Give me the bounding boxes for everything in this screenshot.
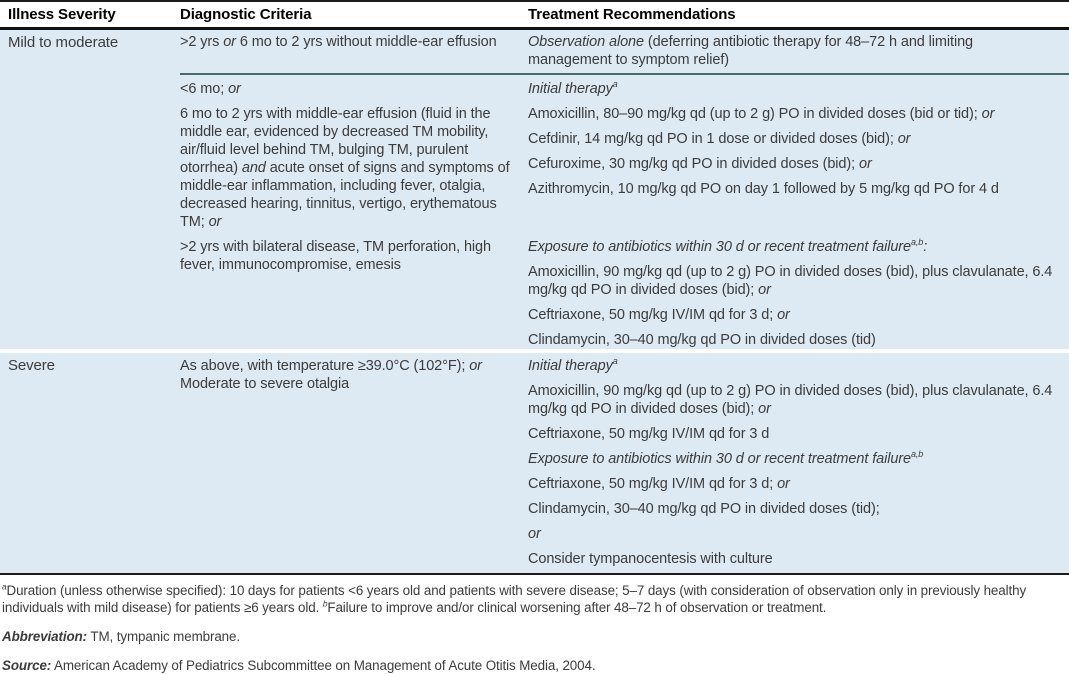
treatment-item: Amoxicillin, 80–90 mg/kg qd (up to 2 g) PO in divided doses (bid or tid); or: [528, 106, 995, 122]
treatment-item: Initial therapy$^a$: [528, 79, 618, 97]
severity-cell: Severe: [8, 357, 55, 374]
treatment-item: Initial therapy$^a$: [528, 356, 618, 374]
treatment-item: Clindamycin, 30–40 mg/kg qd PO in divided doses (tid);: [528, 501, 880, 517]
footnote-duration-failure: $^a$Duration (unless otherwise specified): 10 days for patients <6 years old and patients with severe disease; 5–7 days (with consideration of observation only in previously healthy individuals with mild disease) for patients ≥6 years old. $^b$Failure to improve and/or clinical worsening after 48–72 h of observation or treatment.: [2, 581, 1027, 615]
criteria-cell: [180, 238, 528, 349]
treatment-item: Amoxicillin, 90 mg/kg qd (up to 2 g) PO in divided doses (bid), plus clavulanate, 6.4 mg/kg qd PO in divided doses (bid); or: [528, 383, 1053, 417]
criteria-item: >2 yrs or 6 mo to 2 yrs without middle-ear effusion: [180, 34, 497, 50]
treatment-item: Azithromycin, 10 mg/kg qd PO on day 1 followed by 5 mg/kg qd PO for 4 d: [528, 181, 999, 197]
alignment-group-initial-therapy: [180, 80, 1069, 238]
criteria-cell: [180, 357, 528, 573]
table-row-severe: [0, 353, 1069, 575]
treatment-cell: [528, 33, 1069, 69]
criteria-item: <6 mo; or: [180, 81, 241, 97]
criteria-item: >2 yrs with bilateral disease, TM perforation, high fever, immunocompromise, emesis: [180, 239, 491, 273]
severity-cell: Mild to moderate: [8, 34, 119, 51]
treatment-item: Ceftriaxone, 50 mg/kg IV/IM qd for 3 d; or: [528, 307, 790, 323]
subrow-antibiotic-therapy: [180, 75, 1069, 349]
treatment-item: Cefdinir, 14 mg/kg qd PO in 1 dose or divided doses (bid); or: [528, 131, 911, 147]
treatment-item: Ceftriaxone, 50 mg/kg IV/IM qd for 3 d; or: [528, 476, 790, 492]
treatment-item: Consider tympanocentesis with culture: [528, 551, 773, 567]
criteria-cell: [180, 80, 528, 238]
criteria-item: 6 mo to 2 yrs with middle-ear effusion (fluid in the middle ear, evidenced by decreased TM mobility, air/fluid level behind TM, bulging TM, purulent otorrhea) and acute onset of signs and symptoms of middle-ear inflammation, including fever, otalgia, decreased hearing, tinnitus, vertigo, erythematous TM; or: [180, 106, 510, 230]
table-header-row: [0, 2, 1069, 30]
criteria-cell: [180, 33, 528, 69]
treatment-item: Amoxicillin, 90 mg/kg qd (up to 2 g) PO in divided doses (bid), plus clavulanate, 6.4 mg/kg qd PO in divided doses (bid); or: [528, 264, 1053, 298]
treatment-item: Ceftriaxone, 50 mg/kg IV/IM qd for 3 d: [528, 426, 770, 442]
treatment-cell: [528, 238, 1069, 349]
subrow-observation: [180, 30, 1069, 75]
footnote-abbreviation: Abbreviation: TM, tympanic membrane.: [2, 629, 240, 644]
table-row-mild-to-moderate: [0, 30, 1069, 349]
criteria-item: As above, with temperature ≥39.0°C (102°F); or Moderate to severe otalgia: [180, 358, 482, 392]
column-header-diagnostic-criteria: Diagnostic Criteria: [180, 6, 312, 23]
treatment-item: Observation alone (deferring antibiotic therapy for 48–72 h and limiting management to symptom relief): [528, 34, 973, 68]
column-header-treatment-recommendations: Treatment Recommendations: [528, 6, 736, 23]
treatment-item: or: [528, 526, 541, 542]
treatment-cell: [528, 80, 1069, 238]
table-footnotes: [0, 575, 1069, 674]
footnote-source: Source: American Academy of Pediatrics Subcommittee on Management of Acute Otitis Media, 2004.: [2, 658, 596, 673]
treatment-item: Clindamycin, 30–40 mg/kg qd PO in divided doses (tid): [528, 332, 876, 348]
treatment-item: Exposure to antibiotics within 30 d or recent treatment failure$^{a,b}$:: [528, 237, 928, 255]
treatment-item: Cefuroxime, 30 mg/kg qd PO in divided doses (bid); or: [528, 156, 872, 172]
column-header-illness-severity: Illness Severity: [8, 6, 116, 23]
treatment-cell: [528, 357, 1069, 573]
alignment-group-treatment-failure: [180, 238, 1069, 349]
treatment-item: Exposure to antibiotics within 30 d or recent treatment failure$^{a,b}$: [528, 449, 924, 467]
row-content: [180, 30, 1069, 349]
